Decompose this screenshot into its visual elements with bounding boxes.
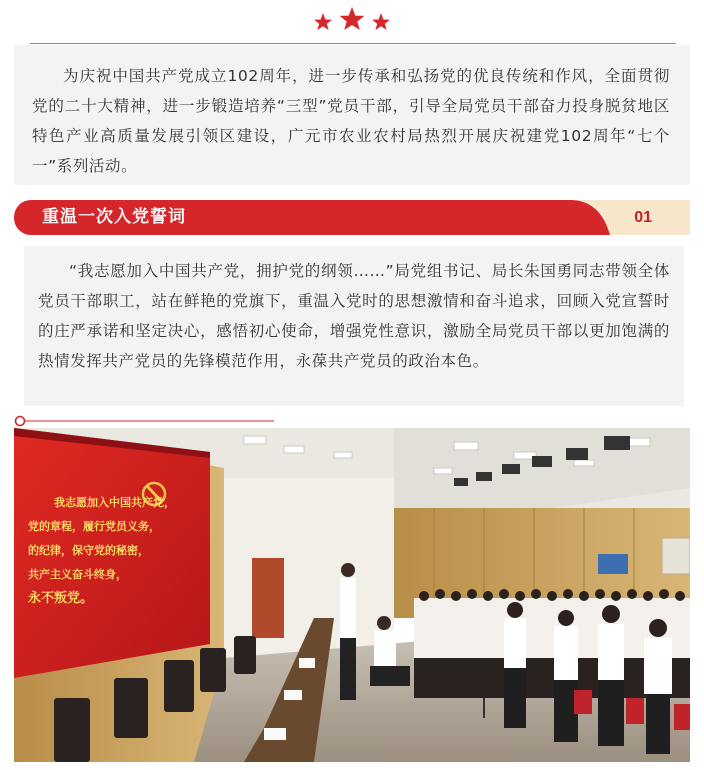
section-paragraph: “我志愿加入中国共产党，拥护党的纲领……”局党组书记、局长朱国勇同志带领全体党员干部职工，站在鲜艳的党旗下，重温入党时的思想激情和奋斗追求，回顾入党宣誓时的庄严承诺和坚定决心，感悟初心使命，增强党性意识，激励全局党员干部以更加饱满的热情发挥共产党员的先锋模范作用，永葆共产党员的政治本色。 [38, 262, 670, 370]
top-divider [30, 43, 676, 44]
screen-text-line: 永不叛党。 [28, 591, 94, 606]
section-title: 重温一次入党誓词 [42, 207, 186, 227]
screen-text-line: 的纪律，保守党的秘密， [28, 544, 149, 557]
section-body-box [24, 246, 684, 406]
circle-line-decoration-icon [14, 414, 274, 428]
photo-illustration [14, 428, 690, 762]
intro-box [14, 45, 690, 185]
banner-cap-shape [570, 200, 690, 235]
section-banner [14, 200, 690, 235]
oath-ceremony-photo [14, 428, 690, 762]
three-stars-icon [0, 6, 704, 32]
screen-text-line: 共产主义奋斗终身， [28, 568, 127, 581]
section-number: 01 [634, 209, 652, 226]
screen-text-line: 我志愿加入中国共产党， [54, 496, 175, 509]
screen-text-line: 党的章程，履行党员义务， [28, 520, 160, 533]
intro-paragraph: 为庆祝中国共产党成立102周年，进一步传承和弘扬党的优良传统和作风，全面贯彻党的二十大精神，进一步锻造培养“三型”党员干部，引导全局党员干部奋力投身脱贫地区特色产业高质量发展引领区建设，广元市农业农村局热烈开展庆祝建党102周年“七个一”系列活动。 [32, 67, 670, 175]
